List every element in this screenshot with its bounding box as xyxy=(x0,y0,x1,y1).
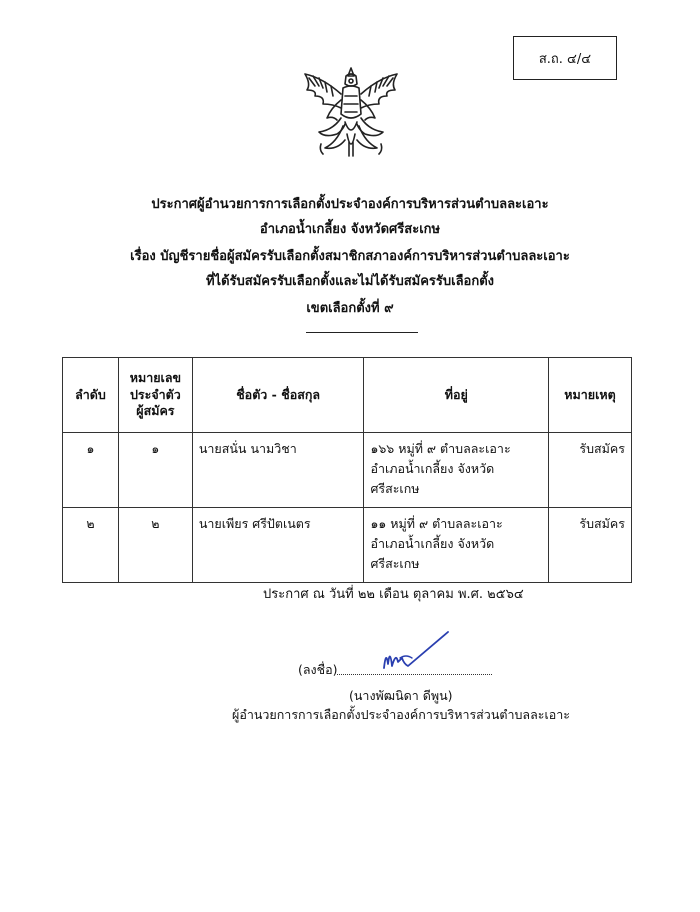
header-address: ที่อยู่ xyxy=(364,358,549,433)
table-header-row xyxy=(63,358,632,433)
signer-position: ผู้อำนวยการการเลือกตั้งประจำองค์การบริหารส่วนตำบลละเอาะ xyxy=(232,707,570,722)
header-name: ชื่อตัว - ชื่อสกุล xyxy=(192,358,364,433)
address-line2: อำเภอน้ำเกลี้ยง จังหวัดศรีสะเกษ xyxy=(370,461,495,496)
form-code-box xyxy=(513,36,617,80)
handwritten-signature-icon xyxy=(378,628,458,674)
cell-order: ๒ xyxy=(63,508,119,583)
header-remark: หมายเหตุ xyxy=(549,358,632,433)
heading-subject: เรื่อง บัญชีรายชื่อผู้สมัครรับเลือกตั้งสมาชิกสภาองค์การบริหารส่วนตำบลละเอาะ xyxy=(130,249,570,264)
cell-address xyxy=(364,433,549,508)
header-number xyxy=(118,358,192,433)
announcement-date: ประกาศ ณ วันที่ ๒๒ เดือน ตุลาคม พ.ศ. ๒๕๖๔ xyxy=(263,587,524,602)
divider xyxy=(306,332,418,333)
signer-name: (นางพัฒนิดา ดีพูน) xyxy=(349,688,453,703)
header-order: ลำดับ xyxy=(63,358,119,433)
cell-order: ๑ xyxy=(63,433,119,508)
table-row xyxy=(63,433,632,508)
header-number-line3: ผู้สมัคร xyxy=(136,403,175,419)
cell-name: นายเพียร ศรีปัตเนตร xyxy=(192,508,364,583)
cell-address xyxy=(364,508,549,583)
cell-remark: รับสมัคร xyxy=(549,508,632,583)
address-line1: ๑๖๖ หมู่ที่ ๙ ตำบลละเอาะ xyxy=(370,441,511,456)
heading-line-1: ประกาศผู้อำนวยการการเลือกตั้งประจำองค์การบริหารส่วนตำบลละเอาะ xyxy=(151,197,549,212)
candidate-table xyxy=(62,357,632,583)
header-number-line2: ประจำตัว xyxy=(129,386,181,402)
cell-number: ๒ xyxy=(118,508,192,583)
address-line1: ๑๑ หมู่ที่ ๙ ตำบลละเอาะ xyxy=(370,516,503,531)
cell-name: นายสนั่น นามวิชา xyxy=(192,433,364,508)
address-line2: อำเภอน้ำเกลี้ยง จังหวัดศรีสะเกษ xyxy=(370,536,495,571)
heading-line-2: อำเภอน้ำเกลี้ยง จังหวัดศรีสะเกษ xyxy=(259,222,441,237)
garuda-emblem-icon xyxy=(293,64,409,164)
header-number-line1: หมายเลข xyxy=(129,369,182,385)
table-row xyxy=(63,508,632,583)
heading-line-4: ที่ได้รับสมัครรับเลือกตั้งและไม่ได้รับสมัครรับเลือกตั้ง xyxy=(205,274,495,289)
cell-number: ๑ xyxy=(118,433,192,508)
signature-label: (ลงชื่อ) xyxy=(298,662,338,677)
form-code: ส.ถ. ๔/๔ xyxy=(538,51,592,67)
cell-remark: รับสมัคร xyxy=(549,433,632,508)
heading-district: เขตเลือกตั้งที่ ๙ xyxy=(306,301,394,316)
